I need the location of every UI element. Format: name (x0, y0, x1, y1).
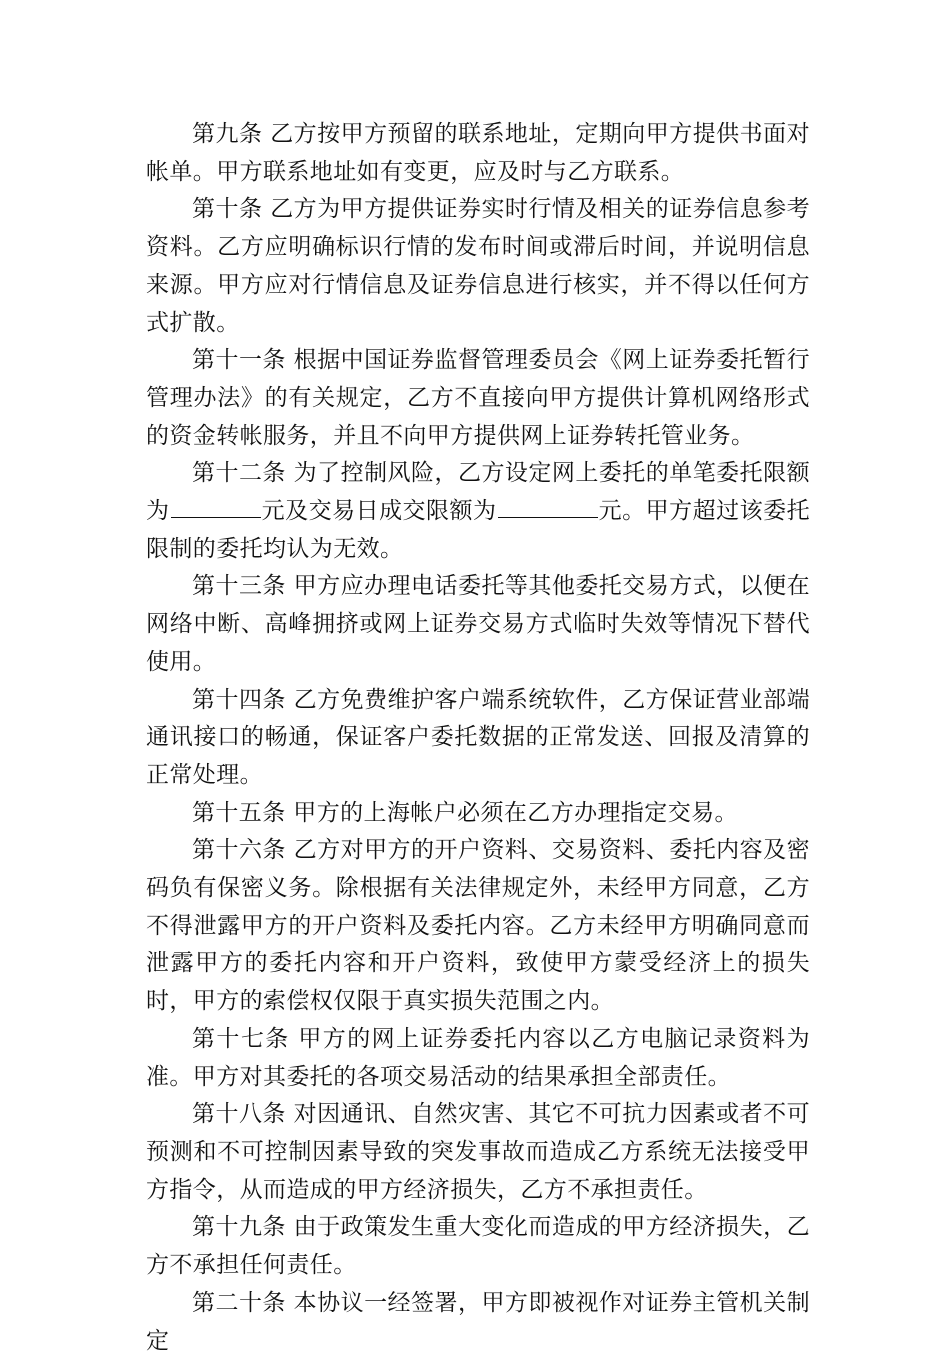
article-16: 第十六条 乙方对甲方的开户资料、交易资料、委托内容及密码负有保密义务。除根据有关法律规定外，未经甲方同意，乙方不得泄露甲方的开户资料及委托内容。乙方未经甲方明确同意而泄露甲方的委托内容和开户资料，致使甲方蒙受经济上的损失时，甲方的索偿权仅限于真实损失范围之内。 (146, 837, 810, 1015)
article-11: 第十一条 根据中国证券监督管理委员会《网上证券委托暂行管理办法》的有关规定，乙方不直接向甲方提供计算机网络形式的资金转帐服务，并且不向甲方提供网上证券转托管业务。 (146, 347, 810, 449)
article-14: 第十四条 乙方免费维护客户端系统软件，乙方保证营业部端通讯接口的畅通，保证客户委托数据的正常发送、回报及清算的正常处理。 (146, 686, 810, 788)
daily-limit-blank (498, 495, 598, 518)
single-order-limit-blank (171, 495, 261, 518)
article-12-text-1: 第十二条 为了控制风险，乙方设定网上委托的单笔委托限额为 (146, 460, 810, 525)
article-18: 第十八条 对因通讯、自然灾害、其它不可抗力因素或者不可预测和不可控制因素导致的突发事故而造成乙方系统无法接受甲方指令，从而造成的甲方经济损失，乙方不承担责任。 (146, 1101, 810, 1203)
document-page (146, 116, 810, 1360)
article-19: 第十九条 由于政策发生重大变化而造成的甲方经济损失，乙方不承担任何责任。 (146, 1214, 810, 1279)
article-12-text-3: 元。甲方超过该委托限制的委托均认为无效。 (146, 498, 810, 562)
article-12 (146, 455, 810, 568)
article-13: 第十三条 甲方应办理电话委托等其他委托交易方式，以便在网络中断、高峰拥挤或网上证券交易方式临时失效等情况下替代使用。 (146, 573, 810, 675)
article-10: 第十条 乙方为甲方提供证券实时行情及相关的证券信息参考资料。乙方应明确标识行情的发布时间或滞后时间，并说明信息来源。甲方应对行情信息及证券信息进行核实，并不得以任何方式扩散。 (146, 196, 810, 336)
article-20: 第二十条 本协议一经签署，甲方即被视作对证券主管机关制定 (146, 1289, 810, 1354)
article-9: 第九条 乙方按甲方预留的联系地址，定期向甲方提供书面对帐单。甲方联系地址如有变更，应及时与乙方联系。 (146, 121, 810, 185)
article-15: 第十五条 甲方的上海帐户必须在乙方办理指定交易。 (192, 799, 738, 826)
article-17: 第十七条 甲方的网上证券委托内容以乙方电脑记录资料为准。甲方对其委托的各项交易活动的结果承担全部责任。 (146, 1025, 810, 1090)
article-12-text-2: 元及交易日成交限额为 (261, 498, 497, 525)
